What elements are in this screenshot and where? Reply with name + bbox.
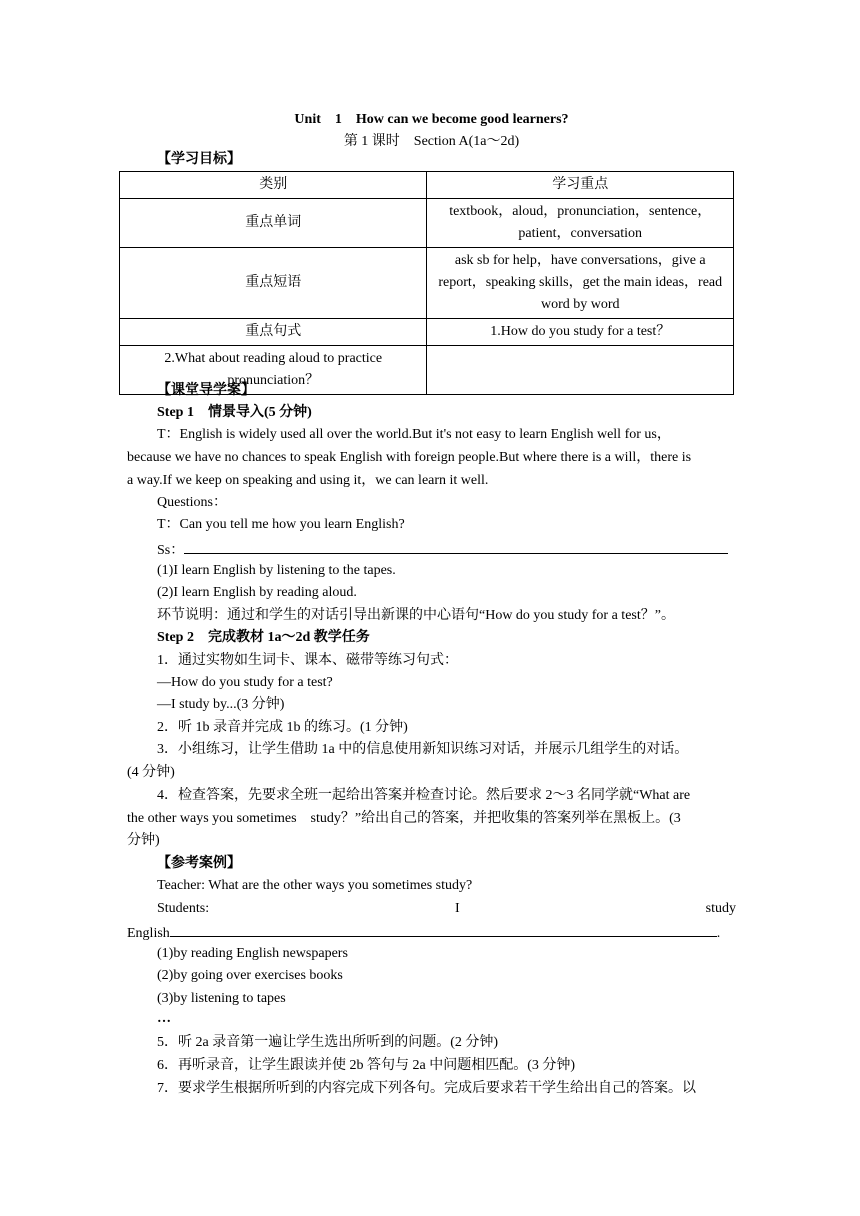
students-label: Students: — [157, 901, 210, 916]
section-note: 环节说明：通过和学生的对话引导出新课的中心语句“How do you study for a test？”。 — [157, 608, 675, 623]
reference-heading: 【参考案例】 — [157, 856, 241, 871]
blank-line — [170, 922, 717, 937]
students-line — [157, 900, 736, 918]
english-label: English — [127, 926, 170, 941]
row-focus: ask sb for help，have conversations，give a report，speaking skills，get the main ideas，read word by word — [427, 248, 734, 319]
step2-title: Step 2 完成教材 1a～2d 教学任务 — [157, 630, 370, 645]
paragraph-line: a way.If we keep on speaking and using it，we can learn it well. — [127, 473, 489, 488]
reference-answer: (2)by going over exercises books — [157, 968, 343, 983]
task-item-cont: (4 分钟) — [127, 765, 175, 780]
students-word: I — [455, 901, 460, 916]
header-focus: 学习重点 — [427, 172, 734, 199]
task-item: 5．听 2a 录音第一遍让学生选出所听到的问题。(2 分钟) — [157, 1035, 499, 1050]
reference-answer: (3)by listening to tapes — [157, 991, 286, 1006]
paragraph-line: because we have no chances to speak English with foreign people.But where there is a will，there is — [127, 450, 692, 465]
reference-answer: (1)by reading English newspapers — [157, 946, 348, 961]
lesson-subtitle: 第 1 课时 Section A(1a～2d) — [343, 134, 520, 149]
answer-line: (1)I learn English by listening to the tapes. — [157, 563, 396, 578]
row-category: 重点短语 — [120, 248, 427, 319]
blank-line — [184, 539, 728, 554]
goals-heading: 【学习目标】 — [157, 152, 241, 167]
step1-title: Step 1 情景导入(5 分钟) — [157, 405, 312, 420]
teacher-line: Teacher: What are the other ways you sometimes study? — [157, 878, 473, 893]
dialogue-line: —How do you study for a test? — [157, 675, 333, 690]
students-word: study — [705, 901, 736, 916]
period: . — [716, 926, 721, 941]
task-item: 2．听 1b 录音并完成 1b 的练习。(1 分钟) — [157, 720, 408, 735]
unit-title: Unit 1 How can we become good learners? — [294, 112, 569, 127]
task-item: 6．再听录音，让学生跟读并使 2b 答句与 2a 中问题相匹配。(3 分钟) — [157, 1058, 576, 1073]
task-item: 1．通过实物如生词卡、课本、磁带等练习句式： — [157, 653, 458, 668]
ellipsis: … — [157, 1011, 171, 1026]
row-focus: 1.How do you study for a test？ — [427, 319, 734, 346]
goals-table — [119, 171, 734, 395]
ss-label: Ss： — [157, 543, 185, 558]
dialogue-line: —I study by...(3 分钟) — [157, 697, 285, 712]
table-row — [120, 319, 734, 346]
guide-heading: 【课堂导学案】 — [157, 383, 255, 398]
task-item: 4．检查答案，先要求全班一起给出答案并检查讨论。然后要求 2～3 名同学就“What are — [157, 788, 691, 803]
teacher-question: T：Can you tell me how you learn English? — [157, 517, 405, 532]
paragraph-line: T：English is widely used all over the world.But it's not easy to learn English well for us， — [157, 427, 671, 442]
answer-line: (2)I learn English by reading aloud. — [157, 585, 357, 600]
task-item: 3．小组练习，让学生借助 1a 中的信息使用新知识练习对话，并展示几组学生的对话。 — [157, 742, 689, 757]
row-category: 重点句式 — [120, 319, 427, 346]
table-row — [120, 248, 734, 319]
task-item-cont: the other ways you sometimes study？”给出自己的答案，并把收集的答案列举在黑板上。(3 — [127, 811, 681, 826]
row-category: 2.What about reading aloud to practice pronunciation？ — [120, 346, 427, 395]
table-header-row — [120, 172, 734, 199]
task-item: 7．要求学生根据所听到的内容完成下列各句。完成后要求若干学生给出自己的答案。以 — [157, 1081, 696, 1096]
english-blank-line — [127, 922, 736, 943]
task-item-cont: 分钟) — [127, 833, 160, 848]
row-category: 重点单词 — [120, 199, 427, 248]
questions-label: Questions： — [157, 495, 227, 510]
ss-answer-line — [157, 539, 766, 560]
header-category: 类别 — [120, 172, 427, 199]
row-focus: textbook，aloud，pronunciation，sentence，patient，conversation — [427, 199, 734, 248]
table-row — [120, 199, 734, 248]
